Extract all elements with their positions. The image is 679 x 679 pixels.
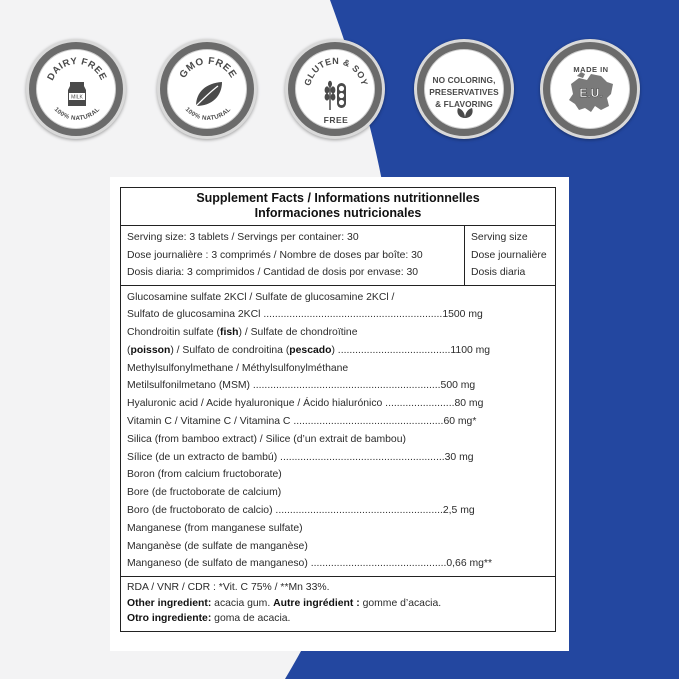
dairy-free-badge (26, 39, 126, 139)
other-ingredient-label-es: Otro ingrediente: (127, 613, 212, 625)
ingredient-row (127, 431, 549, 449)
ingredient-name: Hyaluronic acid / Acide hyaluronique / Ácido hialurónico (127, 398, 383, 410)
facts-title-line1: Supplement Facts / Informations nutritionnelles (196, 191, 480, 205)
ingredient-name: Chondroitin sulfate (fish) / Sulfate de chondroïtine (127, 327, 358, 339)
ingredient-name: Glucosamine sulfate 2KCl / Sulfate de glucosamine 2KCl / (127, 291, 395, 303)
ingredient-row (127, 377, 549, 395)
ingredient-name: Sílice (de un extracto de bambú) (127, 451, 278, 463)
ingredient-name: Methylsulfonylmethane / Méthylsulfonylméthane (127, 362, 349, 374)
dot-leader: ............................................... (307, 558, 447, 570)
ingredient-name: Silica (from bamboo extract) / Silice (d’un extrait de bambou) (127, 433, 406, 445)
ingredient-list (121, 286, 555, 578)
supplement-facts-panel (110, 177, 569, 651)
ingredient-row (127, 520, 549, 538)
ingredient-name: Boron (from calcium fructoborate) (127, 469, 282, 481)
ingredient-row (127, 538, 549, 556)
ingredient-name: Manganèse (de sulfate de manganèse) (127, 540, 308, 552)
ingredient-row (127, 484, 549, 502)
serving-line: Dosis diaria: 3 comprimidos / Cantidad de dosis por envase: 30 (127, 267, 419, 278)
dot-leader: .................................................... (290, 416, 444, 428)
no-additives-badge (414, 39, 514, 139)
serving-line: Serving size: 3 tablets / Servings per container: 30 (127, 232, 359, 243)
ingredient-amount: 80 mg (454, 398, 484, 410)
ingredient-name: Sulfato de glucosamina 2KCl (127, 309, 261, 321)
dot-leader: .............................................................. (260, 309, 443, 321)
ingredient-name: Boro (de fructoborato de calcio) (127, 505, 273, 517)
gmo-free-badge (157, 39, 257, 139)
serving-line: Dose journalière : 3 comprimés / Nombre de doses par boîte: 30 (127, 249, 423, 261)
leaves-icon (457, 108, 472, 118)
ingredient-row (127, 395, 549, 413)
ingredient-name: Manganese (from manganese sulfate) (127, 522, 303, 534)
ingredient-amount: 1500 mg (442, 309, 483, 321)
ingredient-row (127, 306, 549, 324)
svg-text:100% NATURAL (53, 106, 102, 122)
ingredient-amount: 30 mg (444, 451, 474, 463)
facts-title-line2: Informaciones nutricionales (254, 206, 422, 220)
ingredient-name: Manganeso (de sulfato de manganeso) (127, 558, 308, 570)
other-ingredient-es: goma de acacia. (211, 613, 291, 625)
ingredient-row (127, 466, 549, 484)
milk-carton-icon (68, 82, 86, 106)
ingredient-name: (poisson) / Sulfato de condroitina (pescado) (127, 344, 335, 356)
badge-ring-text: MADE IN (573, 65, 609, 74)
other-ingredient-fr: gomme d’acacia. (359, 597, 442, 609)
other-ingredient-label-en: Other ingredient: (127, 597, 212, 609)
gluten-soy-free-badge (285, 39, 385, 139)
dot-leader: ....................................... (334, 344, 451, 356)
supplement-facts-table (120, 187, 556, 632)
badge-line: & FLAVORING (435, 99, 493, 109)
ingredient-amount: 1100 mg (450, 344, 491, 356)
wheat-soy-icon (325, 81, 346, 110)
dot-leader: ................................................................. (250, 380, 441, 392)
svg-text:100% NATURAL (184, 106, 233, 122)
badge-ring-text: DAIRY FREE (45, 55, 109, 83)
other-ingredient-line-es (127, 611, 549, 627)
ingredient-row (127, 555, 549, 573)
other-ingredient-label-fr: Autre ingrédient : (273, 597, 360, 609)
ingredient-row (127, 449, 549, 467)
dot-leader: ........................ (382, 398, 455, 410)
ingredient-amount: 500 mg (440, 380, 476, 392)
badge-bottom-text: 100% NATURAL (52, 105, 102, 123)
dot-leader: .......................................................... (272, 505, 443, 517)
ingredient-row (127, 289, 549, 307)
ingredient-row (127, 324, 549, 342)
ingredient-name: Bore (de fructoborate de calcium) (127, 487, 282, 499)
badge-ring-text: GMO FREE (177, 55, 239, 81)
ingredient-row (127, 342, 549, 360)
ingredient-amount: 60 mg* (443, 416, 477, 428)
made-in-eu-badge (540, 39, 640, 139)
other-ingredient-line (127, 596, 549, 612)
dot-leader: ......................................................... (277, 451, 445, 463)
badge-bottom-text: FREE (323, 115, 349, 125)
svg-text:DAIRY FREE (45, 56, 108, 83)
serving-column-header: Dose journalière (471, 249, 547, 261)
badge-line: PRESERVATIVES (429, 87, 499, 97)
badge-ring-text: GLUTEN & SOY (302, 55, 370, 87)
svg-text:GLUTEN & SOY (302, 56, 369, 87)
facts-title (121, 188, 555, 226)
svg-text:MILK: MILK (71, 94, 83, 101)
serving-column-header: Serving size (471, 232, 528, 243)
ingredient-amount: 0,66 mg** (446, 558, 493, 570)
badge-line: NO COLORING, (432, 75, 496, 85)
other-ingredient-en: acacia gum. (211, 597, 274, 609)
svg-text:GMO FREE (178, 56, 239, 81)
ingredient-amount: 2,5 mg (442, 505, 475, 517)
ingredient-row (127, 413, 549, 431)
ingredient-name: Vitamin C / Vitamine C / Vitamina C (127, 416, 291, 428)
serving-column-header: Dosis diaria (471, 267, 526, 278)
rda-note: RDA / VNR / CDR : *Vit. C 75% / **Mn 33%. (127, 582, 330, 594)
facts-footer (121, 577, 555, 631)
ingredient-row (127, 502, 549, 520)
badge-bottom-text: 100% NATURAL (183, 105, 233, 123)
ingredient-row (127, 360, 549, 378)
ingredient-name: Metilsulfonilmetano (MSM) (127, 380, 250, 392)
badge-center-text: E.U. (579, 86, 603, 100)
serving-info (121, 226, 555, 286)
leaf-icon (196, 82, 222, 106)
